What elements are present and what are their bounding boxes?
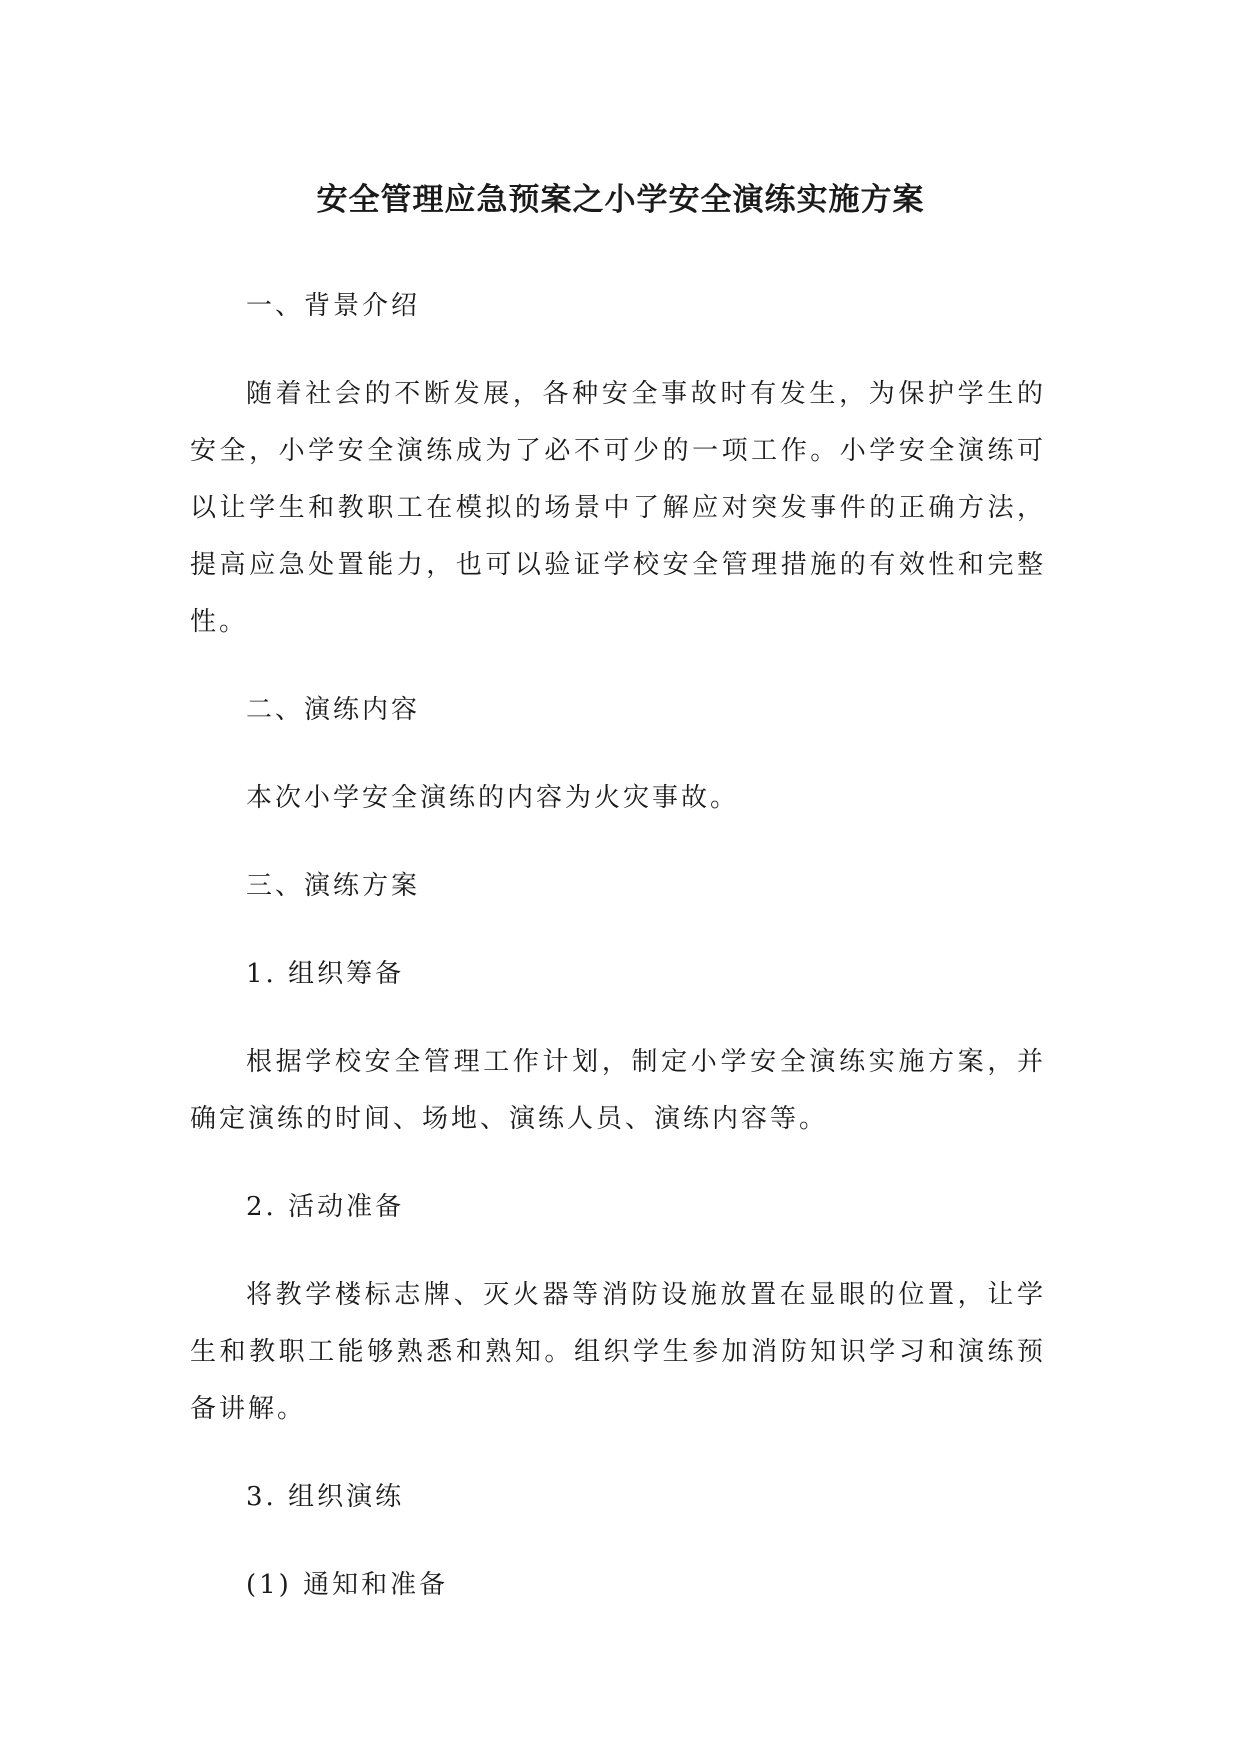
section-heading-drill-content: 二、演练内容 [246, 695, 421, 725]
section-heading-drill-plan: 三、演练方案 [246, 871, 421, 901]
subheading-organization-preparation: 1. 组织筹备 [246, 959, 405, 989]
subheading-activity-preparation: 2. 活动准备 [246, 1192, 405, 1222]
paragraph-activity-preparation: 将教学楼标志牌、灭火器等消防设施放置在显眼的位置，让学生和教职工能够熟悉和熟知。组织学生参加消防知识学习和演练预备讲解。 [190, 1280, 1046, 1424]
document-title: 安全管理应急预案之小学安全演练实施方案 [316, 182, 925, 218]
subheading-organize-drill: 3. 组织演练 [246, 1482, 405, 1512]
paragraph-drill-content: 本次小学安全演练的内容为火灾事故。 [246, 783, 740, 813]
section-heading-background: 一、背景介绍 [246, 291, 421, 321]
paragraph-organization-preparation: 根据学校安全管理工作计划，制定小学安全演练实施方案，并确定演练的时间、场地、演练人员、演练内容等。 [190, 1047, 1046, 1134]
paragraph-background: 随着社会的不断发展，各种安全事故时有发生，为保护学生的安全，小学安全演练成为了必不可少的一项工作。小学安全演练可以让学生和教职工在模拟的场景中了解应对突发事件的正确方法，提高应急处置能力，也可以验证学校安全管理措施的有效性和完整性。 [190, 379, 1046, 637]
subitem-notice-and-preparation: (1) 通知和准备 [246, 1570, 449, 1600]
document-body [190, 278, 1046, 1645]
